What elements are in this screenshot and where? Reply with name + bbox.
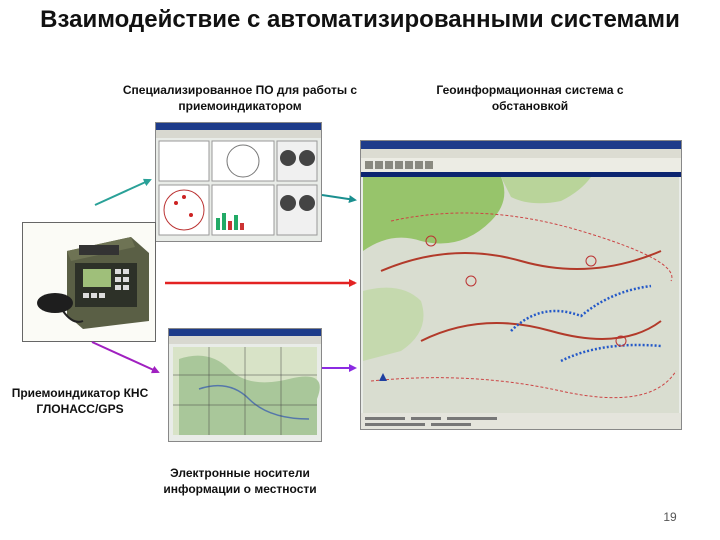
caption-media: Электронные носители информации о местности — [163, 466, 317, 496]
caption-receiver: Приемоиндикатор КНС ГЛОНАСС/GPS — [11, 386, 149, 416]
caption-software: Специализированное ПО для работы с приемоиндикатором — [122, 83, 358, 113]
slide-title: Взаимодействие с автоматизированными системами — [40, 6, 680, 33]
page-number: 19 — [663, 510, 677, 524]
arrow-software-to-gis — [322, 195, 355, 200]
caption-gis: Геоинформационная система с обстановкой — [436, 83, 624, 113]
arrow-receiver-to-media — [92, 342, 158, 372]
arrow-receiver-to-software — [95, 180, 150, 205]
